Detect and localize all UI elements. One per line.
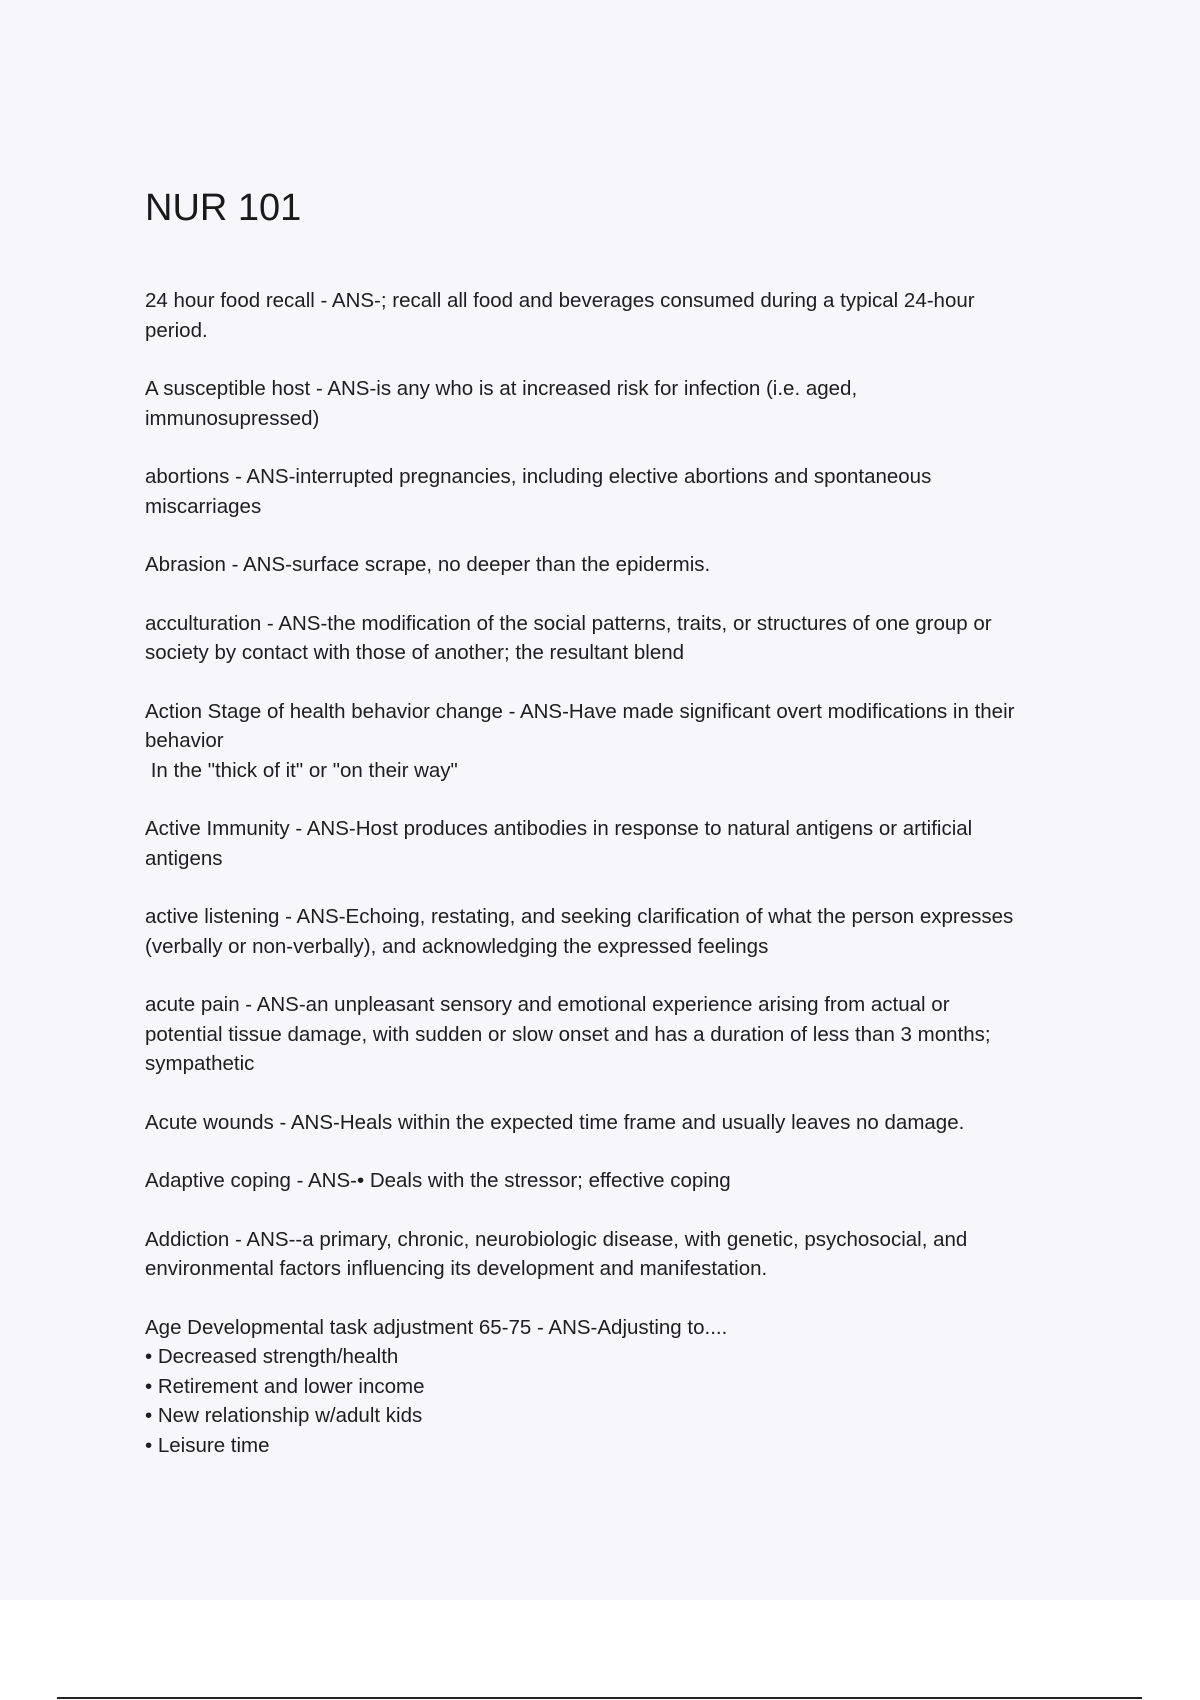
- entry-abrasion: Abrasion - ANS-surface scrape, no deeper than the epidermis.: [145, 553, 711, 576]
- entry-active-immunity: Active Immunity - ANS-Host produces antibodies in response to natural antigens or artificial antigens: [145, 817, 973, 870]
- entry-acute-wounds: Acute wounds - ANS-Heals within the expected time frame and usually leaves no damage.: [145, 1110, 965, 1134]
- page-content: [145, 182, 1095, 1489]
- entry-active-listening: active listening - ANS-Echoing, restating, and seeking clarification of what the person expresses (verbally or non-verbally), and acknowledging the expressed feelings: [145, 905, 1014, 958]
- page-title: NUR 101: [145, 187, 302, 229]
- entry-acute-pain: acute pain - ANS-an unpleasant sensory and emotional experience arising from actual or potential tissue damage, with sudden or slow onset and has a duration of less than 3 months; sympathetic: [145, 993, 991, 1075]
- entry-action-stage: Action Stage of health behavior change - ANS-Have made significant overt modifications in their behavior In the "thick of it" or "on their way": [145, 699, 1015, 782]
- entry-age-developmental-task: Age Developmental task adjustment 65-75 - ANS-Adjusting to.... • Decreased strength/health • Retirement and lower income • New relationship w/adult kids • Leisure time: [145, 1315, 728, 1457]
- entry-24-hour-food-recall: 24 hour food recall - ANS-; recall all food and beverages consumed during a typical 24-hour period.: [145, 289, 975, 342]
- entry-susceptible-host: A susceptible host - ANS-is any who is at increased risk for infection (i.e. aged, immunosupressed): [145, 377, 858, 430]
- entry-acculturation: acculturation - ANS-the modification of the social patterns, traits, or structures of one group or society by contact with those of another; the resultant blend: [145, 611, 992, 664]
- entry-addiction: Addiction - ANS--a primary, chronic, neurobiologic disease, with genetic, psychosocial, and environmental factors influencing its development and manifestation.: [145, 1227, 968, 1280]
- footer-divider: [57, 1697, 1142, 1699]
- entry-abortions: abortions - ANS-interrupted pregnancies, including elective abortions and spontaneous miscarriages: [145, 465, 932, 518]
- entry-adaptive-coping: Adaptive coping - ANS-• Deals with the stressor; effective coping: [145, 1169, 731, 1192]
